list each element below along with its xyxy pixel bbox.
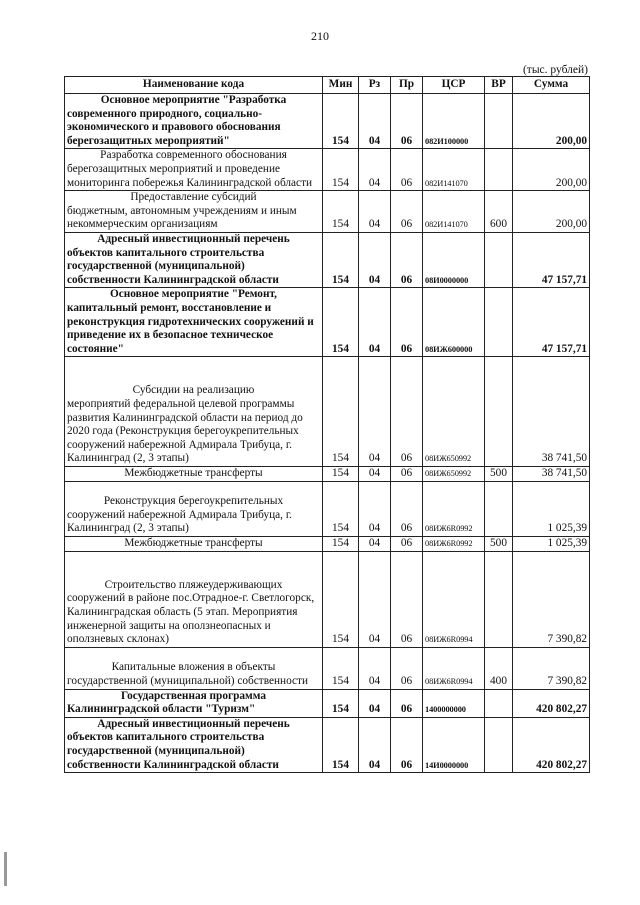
row-sum: 47 157,71 — [513, 288, 590, 357]
row-name — [65, 689, 323, 717]
row-pr: 06 — [391, 689, 423, 717]
header-name: Наименование кода — [65, 77, 323, 94]
row-name-lead: Строительство пляжеудерживающих — [104, 578, 283, 591]
table-row — [65, 191, 590, 233]
header-min: Мин — [323, 77, 359, 94]
table-row — [65, 288, 590, 357]
table-row — [65, 232, 590, 287]
row-name-lead: Разработка современного обоснования — [100, 149, 287, 162]
row-min: 154 — [323, 357, 359, 467]
row-name-rest: бюджетным, автономным учреждениям и иным некоммерческим организациям — [67, 204, 297, 231]
row-rz: 04 — [359, 149, 391, 191]
row-rz: 04 — [359, 94, 391, 149]
row-sum: 1 025,39 — [513, 537, 590, 552]
row-vr — [485, 149, 513, 191]
row-name-lead: Государственная программа — [120, 689, 267, 702]
row-name-lead: Капитальные вложения в объекты — [111, 661, 276, 674]
table-header-row — [65, 77, 590, 94]
row-name-lead: Основное мероприятие "Разработка — [100, 94, 287, 106]
table-row — [65, 647, 590, 689]
row-rz: 04 — [359, 467, 391, 482]
row-csr: 14И0000000 — [423, 717, 485, 772]
row-name-rest: мероприятий федеральной целевой программы развития Калининградской области на период до 2020 года (Реконструкция берегоукрепительных сооружений набережной Адмирала Трибуца, г. Калининград (2, 3 этапы) — [67, 398, 303, 465]
row-name — [65, 357, 323, 467]
row-name-lead: Реконструкция берегоукрепительных — [103, 495, 284, 508]
row-sum: 47 157,71 — [513, 232, 590, 287]
row-rz: 04 — [359, 357, 391, 467]
row-sum: 200,00 — [513, 94, 590, 149]
row-csr: 082И100000 — [423, 94, 485, 149]
row-name — [65, 467, 323, 482]
margin-mark — [4, 852, 7, 886]
row-pr: 06 — [391, 717, 423, 772]
row-name-lead: Предоставление субсидий — [130, 191, 257, 204]
row-pr: 06 — [391, 149, 423, 191]
row-pr: 06 — [391, 191, 423, 233]
header-vr: ВР — [485, 77, 513, 94]
row-name — [65, 647, 323, 689]
header-pr: Пр — [391, 77, 423, 94]
row-rz: 04 — [359, 689, 391, 717]
row-name — [65, 232, 323, 287]
row-sum: 200,00 — [513, 149, 590, 191]
row-rz: 04 — [359, 191, 391, 233]
row-name — [65, 481, 323, 536]
row-sum: 420 802,27 — [513, 717, 590, 772]
row-rz: 04 — [359, 717, 391, 772]
row-vr — [485, 357, 513, 467]
row-sum: 38 741,50 — [513, 467, 590, 482]
row-name — [65, 94, 323, 149]
row-min: 154 — [323, 191, 359, 233]
row-min: 154 — [323, 689, 359, 717]
page-number: 210 — [311, 29, 329, 43]
header-rz: Рз — [359, 77, 391, 94]
row-pr: 06 — [391, 551, 423, 647]
row-name — [65, 149, 323, 191]
row-min: 154 — [323, 467, 359, 482]
header-csr: ЦСР — [423, 77, 485, 94]
row-name-lead: Адресный инвестиционный перечень — [97, 232, 290, 245]
row-name-rest: объектов капитального строительства государственной (муниципальной) собственности Калининградской области — [67, 246, 279, 286]
row-name-rest: государственной (муниципальной) собственности — [67, 674, 309, 687]
row-sum: 1 025,39 — [513, 481, 590, 536]
row-min: 154 — [323, 232, 359, 287]
row-min: 154 — [323, 537, 359, 552]
row-vr — [485, 551, 513, 647]
budget-table — [64, 76, 590, 773]
row-name — [65, 717, 323, 772]
row-name-text: Межбюджетные трансферты — [124, 467, 263, 480]
row-vr — [485, 94, 513, 149]
row-csr: 08ИЖ650992 — [423, 357, 485, 467]
row-csr: 08И0000000 — [423, 232, 485, 287]
table-row — [65, 551, 590, 647]
table-row — [65, 481, 590, 536]
row-rz: 04 — [359, 537, 391, 552]
row-name-lead: Субсидии на реализацию — [132, 384, 255, 397]
row-name-rest: современного природного, социально-экономического и правового обоснования берегозащитных мероприятий" — [67, 107, 281, 147]
row-pr: 06 — [391, 232, 423, 287]
row-csr: 08ИЖ600000 — [423, 288, 485, 357]
row-sum: 7 390,82 — [513, 551, 590, 647]
row-min: 154 — [323, 288, 359, 357]
row-pr: 06 — [391, 357, 423, 467]
row-sum: 200,00 — [513, 191, 590, 233]
row-name — [65, 191, 323, 233]
row-name-rest: сооружений набережной Адмирала Трибуца, г. Калининград (2, 3 этапы) — [67, 508, 293, 535]
row-csr: 082И141070 — [423, 149, 485, 191]
row-rz: 04 — [359, 481, 391, 536]
row-pr: 06 — [391, 647, 423, 689]
row-vr: 500 — [485, 467, 513, 482]
row-csr: 08ИЖ6R0994 — [423, 647, 485, 689]
row-name — [65, 288, 323, 357]
row-min: 154 — [323, 647, 359, 689]
row-min: 154 — [323, 149, 359, 191]
row-min: 154 — [323, 94, 359, 149]
row-name-rest: объектов капитального строительства государственной (муниципальной) собственности Калининградской области — [67, 731, 279, 771]
row-vr — [485, 232, 513, 287]
row-sum: 38 741,50 — [513, 357, 590, 467]
row-pr: 06 — [391, 288, 423, 357]
row-pr: 06 — [391, 94, 423, 149]
row-name-rest: Калининградской области "Туризм" — [67, 703, 256, 716]
row-vr: 400 — [485, 647, 513, 689]
table-row — [65, 537, 590, 552]
row-min: 154 — [323, 481, 359, 536]
row-name — [65, 537, 323, 552]
row-rz: 04 — [359, 647, 391, 689]
row-pr: 06 — [391, 467, 423, 482]
row-vr — [485, 717, 513, 772]
row-sum: 7 390,82 — [513, 647, 590, 689]
table-row — [65, 149, 590, 191]
header-sum: Сумма — [513, 77, 590, 94]
row-name-rest: капитальный ремонт, восстановление и реконструкция гидротехнических сооружений и приведение их в безопасное техническое состояние" — [67, 301, 314, 355]
row-pr: 06 — [391, 537, 423, 552]
row-rz: 04 — [359, 288, 391, 357]
row-sum: 420 802,27 — [513, 689, 590, 717]
row-name-lead: Основное мероприятие "Ремонт, — [110, 288, 277, 301]
table-row — [65, 689, 590, 717]
row-min: 154 — [323, 717, 359, 772]
row-csr: 08ИЖ6R0994 — [423, 551, 485, 647]
row-rz: 04 — [359, 551, 391, 647]
row-name-rest: сооружений в районе пос.Отрадное-г. Светлогорск, Калининградская область (5 этап. Мероприятия инженерной защиты на оползнеопасных и оползневых склонах) — [67, 592, 315, 646]
table-row — [65, 717, 590, 772]
row-csr: 08ИЖ6R0992 — [423, 537, 485, 552]
row-csr: 08ИЖ6R0992 — [423, 481, 485, 536]
row-vr — [485, 689, 513, 717]
row-vr — [485, 288, 513, 357]
row-csr: 082И141070 — [423, 191, 485, 233]
row-rz: 04 — [359, 232, 391, 287]
table-row — [65, 357, 590, 467]
row-name-lead: Адресный инвестиционный перечень — [97, 717, 290, 730]
units-label: (тыс. рублей) — [522, 64, 588, 76]
row-name-text: Межбюджетные трансферты — [124, 537, 263, 549]
row-vr: 500 — [485, 537, 513, 552]
row-min: 154 — [323, 551, 359, 647]
row-csr: 1400000000 — [423, 689, 485, 717]
table-row — [65, 94, 590, 149]
row-vr — [485, 481, 513, 536]
row-pr: 06 — [391, 481, 423, 536]
row-name — [65, 551, 323, 647]
table-row — [65, 467, 590, 482]
row-name-rest: берегозащитных мероприятий и проведение мониторинга побережья Калининградской области — [67, 162, 313, 189]
row-vr: 600 — [485, 191, 513, 233]
row-csr: 08ИЖ650992 — [423, 467, 485, 482]
